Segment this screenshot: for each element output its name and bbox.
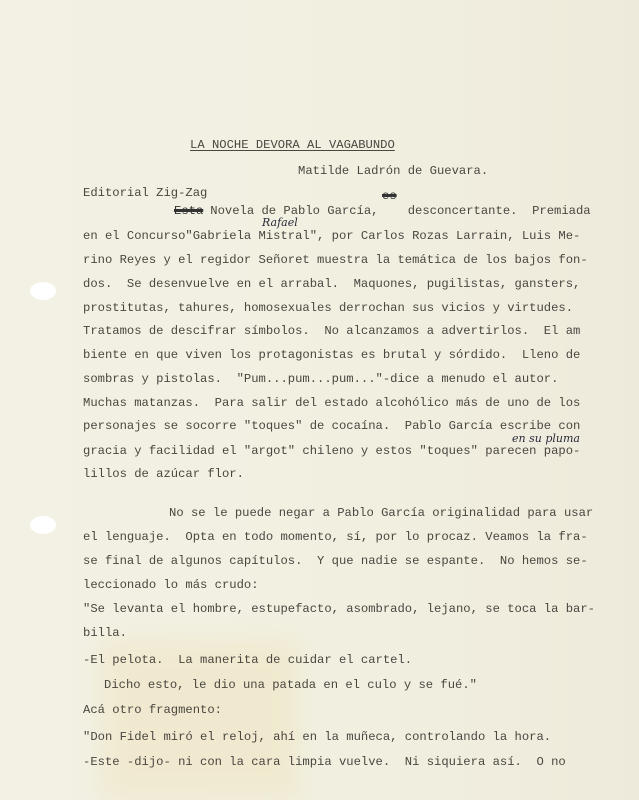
text-line: Acá otro fragmento: <box>83 703 222 717</box>
text-line: Muchas matanzas. Para salir del estado alcohólico más de uno de los <box>83 396 581 410</box>
handwritten-annotation: Rafael <box>262 216 298 229</box>
text-line: Tratamos de descifrar símbolos. No alcanzamos a advertirlos. El am <box>83 324 581 338</box>
text-line: "Se levanta el hombre, estupefacto, asombrado, lejano, se toca la bar- <box>83 602 595 616</box>
author-line: Matilde Ladrón de Guevara. <box>298 164 489 178</box>
publisher-line: Editorial Zig-Zag <box>83 186 208 200</box>
text-line: -El pelota. La manerita de cuidar el cartel. <box>83 653 413 667</box>
text-line: lillos de azúcar flor. <box>83 467 244 481</box>
handwritten-annotation: en su pluma <box>512 432 580 445</box>
text-line: leccionado lo más crudo: <box>83 578 259 592</box>
text-line: No se le puede negar a Pablo García originalidad para usar <box>169 506 594 520</box>
text-line: en el Concurso"Gabriela Mistral", por Carlos Rozas Larrain, Luis Me- <box>83 229 581 243</box>
struck-word: es <box>382 189 397 203</box>
punch-hole <box>30 282 56 300</box>
text-line: gracia y facilidad el "argot" chileno y estos "toques" parecen papo- <box>83 444 581 458</box>
text-line: billa. <box>83 626 127 640</box>
struck-word: Esta <box>174 204 204 218</box>
text-line: prostitutas, tahures, homosexuales derrochan sus vicios y virtudes. <box>83 301 574 315</box>
document-title: LA NOCHE DEVORA AL VAGABUNDO <box>190 138 395 152</box>
text-line: Dicho esto, le dio una patada en el culo y se fué." <box>104 678 477 692</box>
text-line: sombras y pistolas. "Pum...pum...pum..."-dice a menudo el autor. <box>83 372 559 386</box>
text-line: el lenguaje. Opta en todo momento, sí, por lo procaz. Veamos la fra- <box>83 530 588 544</box>
first-body-line <box>174 205 591 218</box>
text-line: rino Reyes y el regidor Señoret muestra la temática de los bajos fon- <box>83 253 588 267</box>
text-line: dos. Se desenvuelve en el arrabal. Maquones, pugilistas, gansters, <box>83 277 581 291</box>
text-line: -Este -dijo- ni con la cara limpia vuelve. Ni siquiera así. O no <box>83 755 566 769</box>
punch-hole <box>30 516 56 534</box>
text-line: Novela de Pablo García, desconcertante. Premiada <box>210 204 591 218</box>
text-line: biente en que viven los protagonistas es brutal y sórdido. Lleno de <box>83 348 581 362</box>
text-line: personajes se socorre "toques" de cocaína. Pablo García escribe con <box>83 419 581 433</box>
text-line: "Don Fidel miró el reloj, ahí en la muñeca, controlando la hora. <box>83 730 552 744</box>
text-line: se final de algunos capítulos. Y que nadie se espante. No hemos se- <box>83 554 588 568</box>
